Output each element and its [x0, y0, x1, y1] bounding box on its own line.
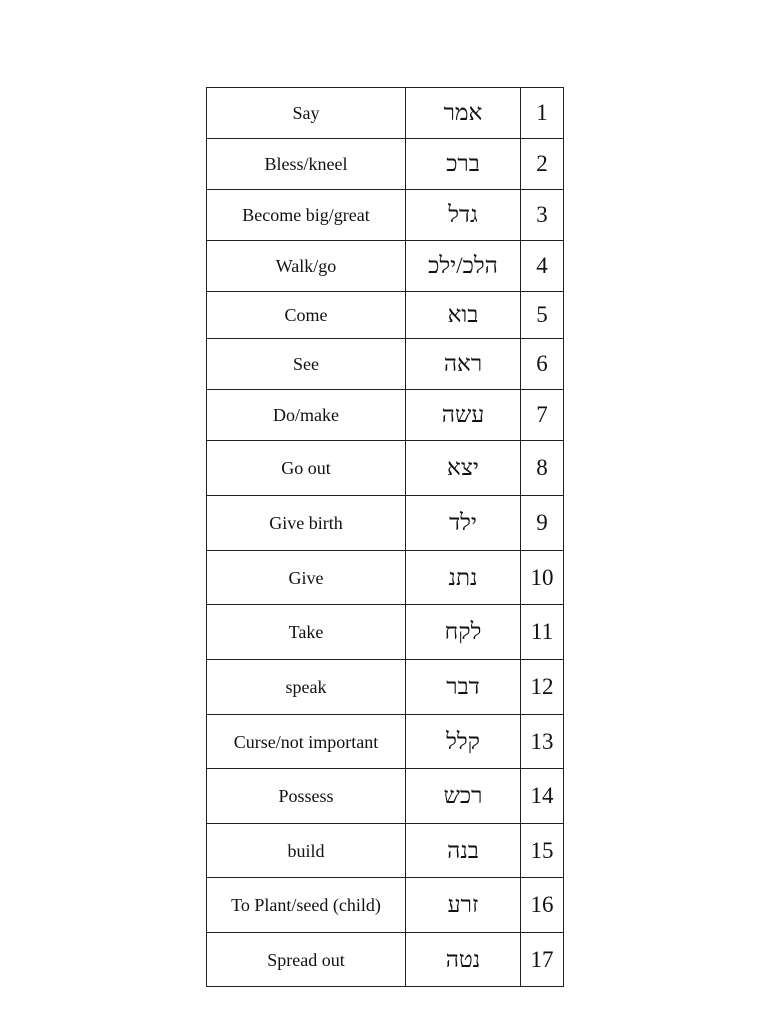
- table-row: [207, 769, 564, 824]
- english-cell: Come: [207, 292, 406, 339]
- table-row: [207, 551, 564, 605]
- hebrew-cell: נתנ: [406, 551, 521, 605]
- english-cell: Go out: [207, 441, 406, 496]
- number-cell: 8: [521, 441, 564, 496]
- hebrew-cell: גדל: [406, 190, 521, 241]
- number-cell: 2: [521, 139, 564, 190]
- hebrew-cell: נטה: [406, 933, 521, 987]
- hebrew-cell: ברכ: [406, 139, 521, 190]
- table-row: [207, 441, 564, 496]
- hebrew-cell: ראה: [406, 339, 521, 390]
- english-cell: Become big/great: [207, 190, 406, 241]
- number-cell: 6: [521, 339, 564, 390]
- number-cell: 3: [521, 190, 564, 241]
- hebrew-cell: קלל: [406, 715, 521, 769]
- english-cell: build: [207, 824, 406, 878]
- number-cell: 15: [521, 824, 564, 878]
- number-cell: 4: [521, 241, 564, 292]
- number-cell: 11: [521, 605, 564, 660]
- table-row: [207, 88, 564, 139]
- table-row: [207, 139, 564, 190]
- number-cell: 7: [521, 390, 564, 441]
- table-row: [207, 496, 564, 551]
- hebrew-cell: ילד: [406, 496, 521, 551]
- table-row: [207, 933, 564, 987]
- table-row: [207, 241, 564, 292]
- number-cell: 14: [521, 769, 564, 824]
- hebrew-cell: אמר: [406, 88, 521, 139]
- number-cell: 9: [521, 496, 564, 551]
- english-cell: Take: [207, 605, 406, 660]
- table-row: [207, 878, 564, 933]
- number-cell: 12: [521, 660, 564, 715]
- english-cell: To Plant/seed (child): [207, 878, 406, 933]
- english-cell: Give: [207, 551, 406, 605]
- table-row: [207, 390, 564, 441]
- english-cell: Give birth: [207, 496, 406, 551]
- hebrew-cell: יצא: [406, 441, 521, 496]
- number-cell: 17: [521, 933, 564, 987]
- table-row: [207, 190, 564, 241]
- english-cell: speak: [207, 660, 406, 715]
- english-cell: Say: [207, 88, 406, 139]
- number-cell: 16: [521, 878, 564, 933]
- table-row: [207, 660, 564, 715]
- table-row: [207, 339, 564, 390]
- hebrew-cell: רכש: [406, 769, 521, 824]
- hebrew-cell: זרע: [406, 878, 521, 933]
- number-cell: 10: [521, 551, 564, 605]
- english-cell: See: [207, 339, 406, 390]
- number-cell: 5: [521, 292, 564, 339]
- vocabulary-table: [206, 87, 564, 987]
- number-cell: 13: [521, 715, 564, 769]
- hebrew-cell: בנה: [406, 824, 521, 878]
- hebrew-cell: בוא: [406, 292, 521, 339]
- hebrew-cell: דבר: [406, 660, 521, 715]
- english-cell: Bless/kneel: [207, 139, 406, 190]
- table-row: [207, 715, 564, 769]
- english-cell: Curse/not important: [207, 715, 406, 769]
- english-cell: Spread out: [207, 933, 406, 987]
- table-row: [207, 605, 564, 660]
- number-cell: 1: [521, 88, 564, 139]
- table-row: [207, 292, 564, 339]
- english-cell: Do/make: [207, 390, 406, 441]
- english-cell: Possess: [207, 769, 406, 824]
- english-cell: Walk/go: [207, 241, 406, 292]
- hebrew-cell: הלכ/ילכ: [406, 241, 521, 292]
- table-row: [207, 824, 564, 878]
- hebrew-cell: לקח: [406, 605, 521, 660]
- hebrew-cell: עשה: [406, 390, 521, 441]
